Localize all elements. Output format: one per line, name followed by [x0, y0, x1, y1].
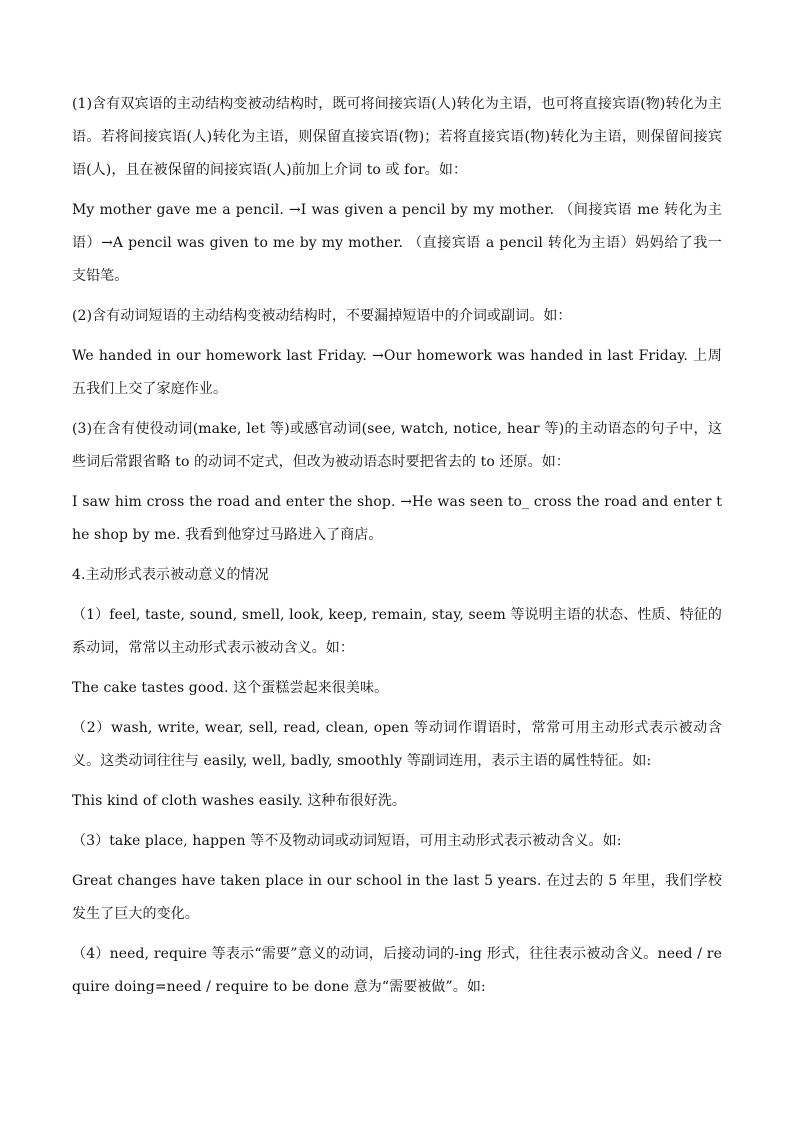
paragraph-sub-4: （4）need, require 等表示“需要”意义的动词，后接动词的-ing 形式，往往表示被动含义。need / require doing=need / require to be done 意为“需要被做”。如: [72, 946, 722, 995]
paragraph-example-3: I saw him cross the road and enter the shop. →He was seen to_ cross the road and enter the shop by me. 我看到他穿过马路进入了商店。 [72, 494, 722, 543]
paragraph-rule-1: (1)含有双宾语的主动结构变被动结构时，既可将间接宾语(人)转化为主语，也可将直接宾语(物)转化为主语。若将间接宾语(人)转化为主语，则保留直接宾语(物)；若将直接宾语(物)转化为主语，则保留间接宾语(人)，且在被保留的间接宾语(人)前加上介词 to 或 for。如： [72, 96, 722, 178]
section-heading: 4.主动形式表示被动意义的情况 [72, 567, 269, 583]
document-page [72, 88, 722, 1011]
paragraph-example-1: My mother gave me a pencil. →I was given a pencil by my mother. （间接宾语 me 转化为主语）→A pencil was given to me by my mother. （直接宾语 a pencil 转化为主语）妈妈给了我一支铅笔。 [72, 202, 722, 284]
paragraph-example-2: We handed in our homework last Friday. →Our homework was handed in last Friday. 上周五我们上交了家庭作业。 [72, 348, 722, 397]
paragraph-example-sub-2: This kind of cloth washes easily. 这种布很好洗。 [72, 793, 407, 809]
paragraph-sub-3: （3）take place, happen 等不及物动词或动词短语，可用主动形式表示被动含义。如: [72, 833, 622, 849]
paragraph-rule-3: (3)在含有使役动词(make, let 等)或感官动词(see, watch, notice, hear 等)的主动语态的句子中，这些词后常跟省略 to 的动词不定式，但改为被动语态时要把省去的 to 还原。如： [72, 421, 722, 470]
paragraph-example-sub-1: The cake tastes good. 这个蛋糕尝起来很美味。 [72, 680, 389, 696]
paragraph-sub-1: （1）feel, taste, sound, smell, look, keep, remain, stay, seem 等说明主语的状态、性质、特征的系动词，常常以主动形式表示被动含义。如： [72, 607, 722, 656]
paragraph-example-sub-3: Great changes have taken place in our school in the last 5 years. 在过去的 5 年里，我们学校发生了巨大的变化。 [72, 873, 722, 922]
paragraph-sub-2: （2）wash, write, wear, sell, read, clean, open 等动词作谓语时，常常可用主动形式表示被动含义。这类动词往往与 easily, well, badly, smoothly 等副词连用，表示主语的属性特征。如: [72, 720, 722, 769]
paragraph-rule-2: (2)含有动词短语的主动结构变被动结构时，不要漏掉短语中的介词或副词。如： [72, 308, 572, 324]
